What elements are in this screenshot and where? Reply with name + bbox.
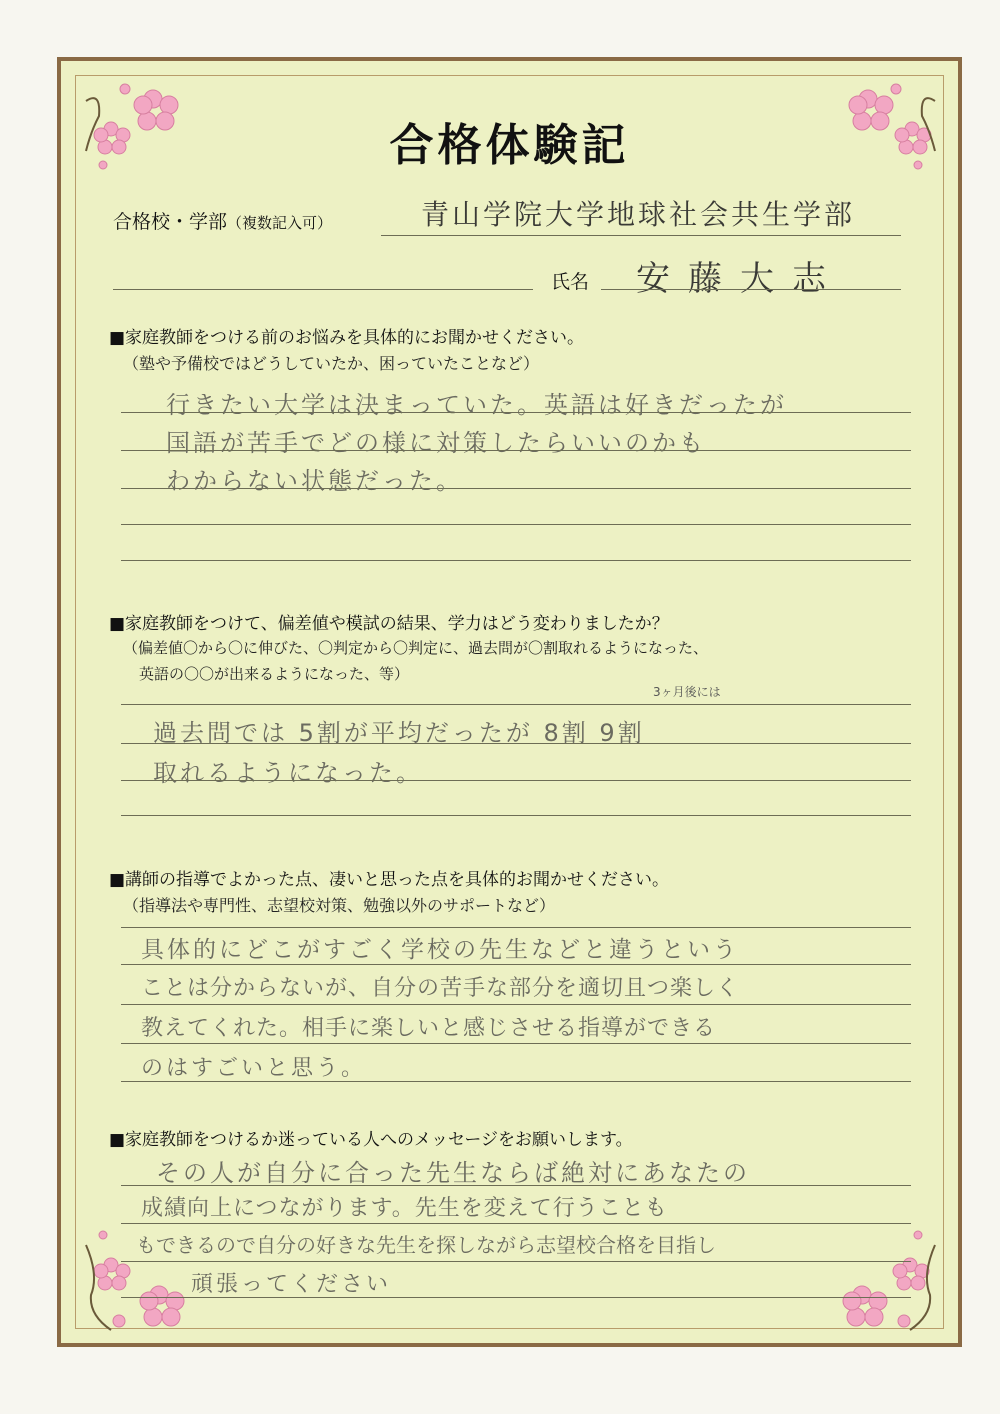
q1-answer-line: わからない状態だった。: [166, 467, 463, 495]
answer-rule: [121, 780, 911, 781]
answer-rule: [121, 964, 911, 965]
answer-rule: [121, 1043, 911, 1044]
cherry-blossom-icon: [830, 1225, 940, 1335]
q3-answer-line: 具体的にどこがすごく学校の先生などと違うという: [141, 937, 739, 963]
q4-heading: ■家庭教師をつけるか迷っている人へのメッセージをお願いします。: [109, 1130, 633, 1150]
answer-rule: [121, 1185, 911, 1186]
blank-underline: [113, 289, 533, 290]
name-value: 安藤大志: [636, 259, 844, 299]
q2-subheading: （偏差値〇から〇に伸びた、〇判定から〇判定に、過去問が〇割取れるようになった、: [123, 639, 709, 657]
answer-rule: [121, 1261, 911, 1262]
q4-answer-line: もできるので自分の好きな先生を探しながら志望校合格を目指し: [136, 1233, 716, 1257]
q3-heading: ■講師の指導でよかった点、凄いと思った点を具体的お聞かせください。: [109, 870, 670, 890]
school-value: 青山学院大学地球社会共生学部: [421, 198, 856, 231]
answer-rule: [121, 927, 911, 928]
q2-subheading: 英語の〇〇が出来るようになった、等）: [139, 665, 410, 683]
q2-heading: ■家庭教師をつけて、偏差値や模試の結果、学力はどう変わりましたか？: [109, 614, 669, 634]
name-underline: [601, 289, 901, 290]
q1-subheading: （塾や予備校ではどうしていたか、困っていたことなど）: [123, 354, 540, 373]
answer-rule: [121, 704, 911, 705]
answer-rule: [121, 560, 911, 561]
answer-rule: [121, 743, 911, 744]
answer-rule: [121, 524, 911, 525]
q4-answer-line: その人が自分に合った先生ならば絶対にあなたの: [156, 1159, 750, 1187]
answer-rule: [121, 815, 911, 816]
answer-rule: [121, 1223, 911, 1224]
q1-heading: ■家庭教師をつける前のお悩みを具体的にお聞かせください。: [109, 328, 585, 348]
answer-rule: [121, 1004, 911, 1005]
page-title: 合格体験記: [389, 120, 630, 171]
q2-margin-note: 3ヶ月後には: [653, 685, 721, 699]
school-underline: [381, 235, 901, 236]
q2-answer-line: 取れるようになった。: [153, 759, 423, 787]
answer-rule: [121, 1081, 911, 1082]
q1-answer-line: 国語が苦手でどの様に対策したらいいのかも: [166, 429, 706, 457]
answer-rule: [121, 488, 911, 489]
q2-answer-line: 過去問では 5割が平均だったが 8割 9割: [153, 719, 645, 747]
q1-answer-line: 行きたい大学は決まっていた。英語は好きだったが: [166, 391, 787, 419]
school-label-text: 合格校・学部: [113, 211, 228, 233]
answer-rule: [121, 450, 911, 451]
name-label: 氏名: [551, 271, 590, 293]
school-label-note: （複数記入可）: [227, 214, 333, 232]
answer-rule: [121, 1297, 911, 1298]
certificate-frame: [57, 57, 962, 1347]
q3-subheading: （指導法や専門性、志望校対策、勉強以外のサポートなど）: [123, 896, 556, 915]
q3-answer-line: のはすごいと思う。: [141, 1056, 367, 1081]
q3-answer-line: ことは分からないが、自分の苦手な部分を適切且つ楽しく: [141, 976, 740, 1001]
school-label: [113, 207, 332, 234]
q3-answer-line: 教えてくれた。相手に楽しいと感じさせる指導ができる: [141, 1016, 717, 1041]
q4-answer-line: 頑張ってください: [191, 1272, 392, 1297]
answer-rule: [121, 412, 911, 413]
q4-answer-line: 成績向上につながります。先生を変えて行うことも: [141, 1196, 668, 1221]
